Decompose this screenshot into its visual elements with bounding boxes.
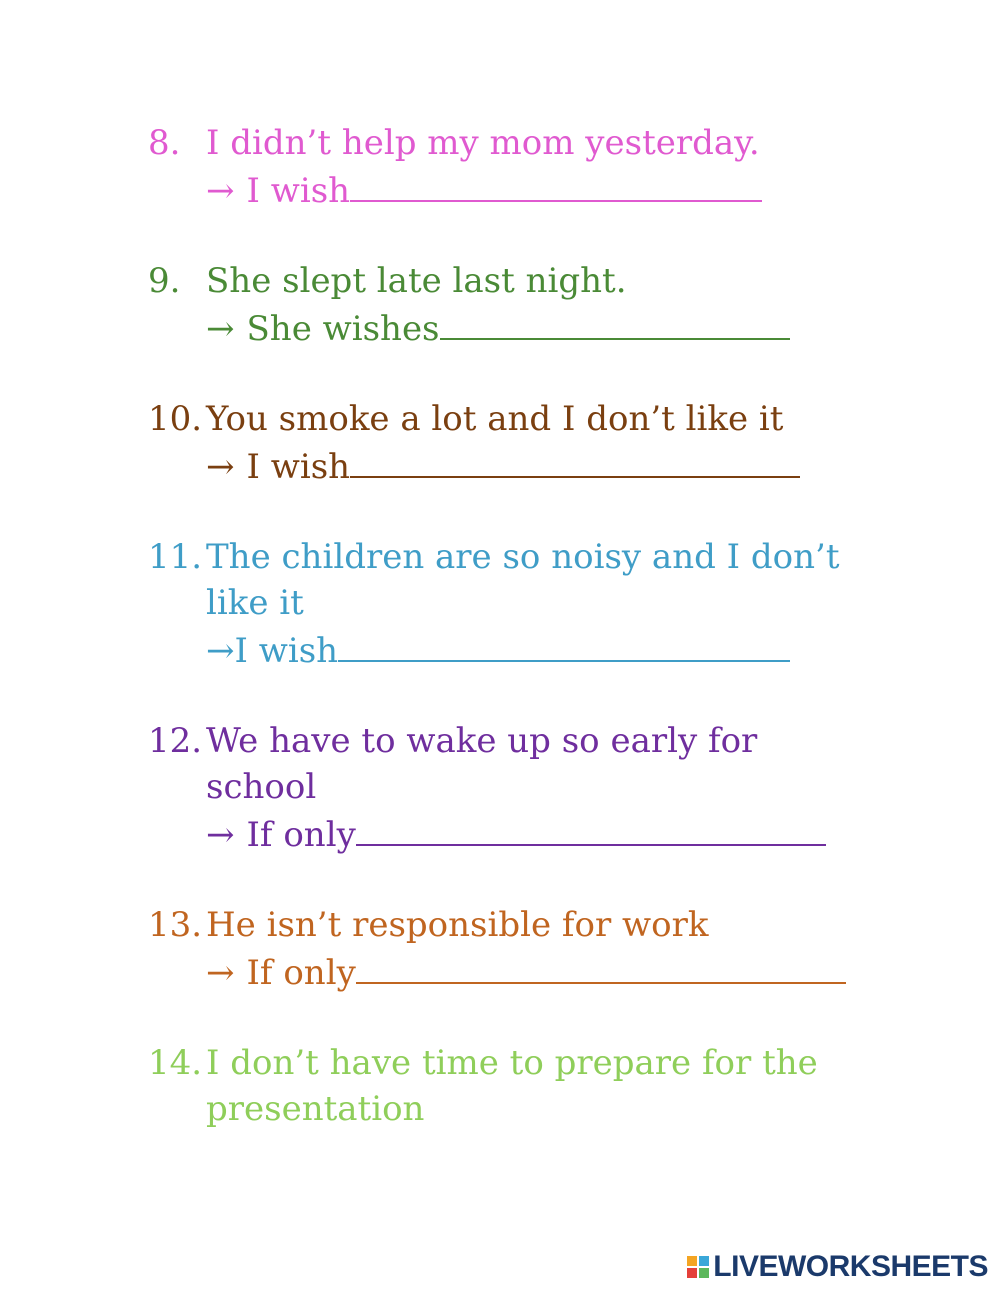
answer-blank[interactable]	[440, 304, 790, 340]
item-sentence: I don’t have time to prepare for the presentation	[206, 1043, 818, 1129]
answer-prompt: She wishes	[246, 309, 440, 349]
item-sentence: He isn’t responsible for work	[206, 905, 709, 945]
arrow-icon: →	[206, 447, 235, 487]
arrow-icon: →	[206, 171, 235, 211]
answer-prompt: I wish	[246, 171, 351, 211]
exercise-item-14	[148, 1040, 908, 1132]
arrow-icon: →	[206, 815, 235, 855]
answer-line	[206, 626, 908, 674]
exercise-item-9	[148, 258, 908, 352]
item-number: 11.	[148, 537, 203, 577]
exercise-item-11	[148, 534, 908, 674]
item-number: 12.	[148, 721, 203, 761]
item-sentence: The children are so noisy and I don’t like it	[206, 537, 840, 623]
logo-blocks-icon	[687, 1256, 709, 1278]
answer-blank[interactable]	[356, 810, 826, 846]
exercise-item-12	[148, 718, 908, 858]
answer-line	[206, 166, 908, 214]
item-number: 13.	[148, 905, 203, 945]
exercise-item-10	[148, 396, 908, 490]
item-number: 14.	[148, 1043, 203, 1083]
answer-line	[206, 948, 908, 996]
answer-blank[interactable]	[350, 442, 800, 478]
answer-prompt: I wish	[246, 447, 351, 487]
answer-blank[interactable]	[356, 948, 846, 984]
arrow-icon: →	[206, 631, 235, 671]
answer-prompt: If only	[246, 953, 356, 993]
answer-line	[206, 810, 908, 858]
item-sentence: I didn’t help my mom yesterday.	[206, 123, 760, 163]
answer-blank[interactable]	[338, 626, 790, 662]
answer-prompt: If only	[246, 815, 356, 855]
item-number: 8.	[148, 123, 181, 163]
item-sentence: She slept late last night.	[206, 261, 627, 301]
exercise-item-8	[148, 120, 908, 214]
item-sentence: You smoke a lot and I don’t like it	[206, 399, 784, 439]
answer-line	[206, 304, 908, 352]
answer-line	[206, 442, 908, 490]
item-number: 9.	[148, 261, 181, 301]
item-number: 10.	[148, 399, 203, 439]
logo-text: LIVEWORKSHEETS	[713, 1250, 988, 1283]
answer-prompt: I wish	[234, 631, 339, 671]
item-sentence: We have to wake up so early for school	[206, 721, 758, 807]
answer-blank[interactable]	[350, 166, 762, 202]
arrow-icon: →	[206, 309, 235, 349]
liveworksheets-logo	[687, 1250, 988, 1284]
arrow-icon: →	[206, 953, 235, 993]
exercise-item-13	[148, 902, 908, 996]
